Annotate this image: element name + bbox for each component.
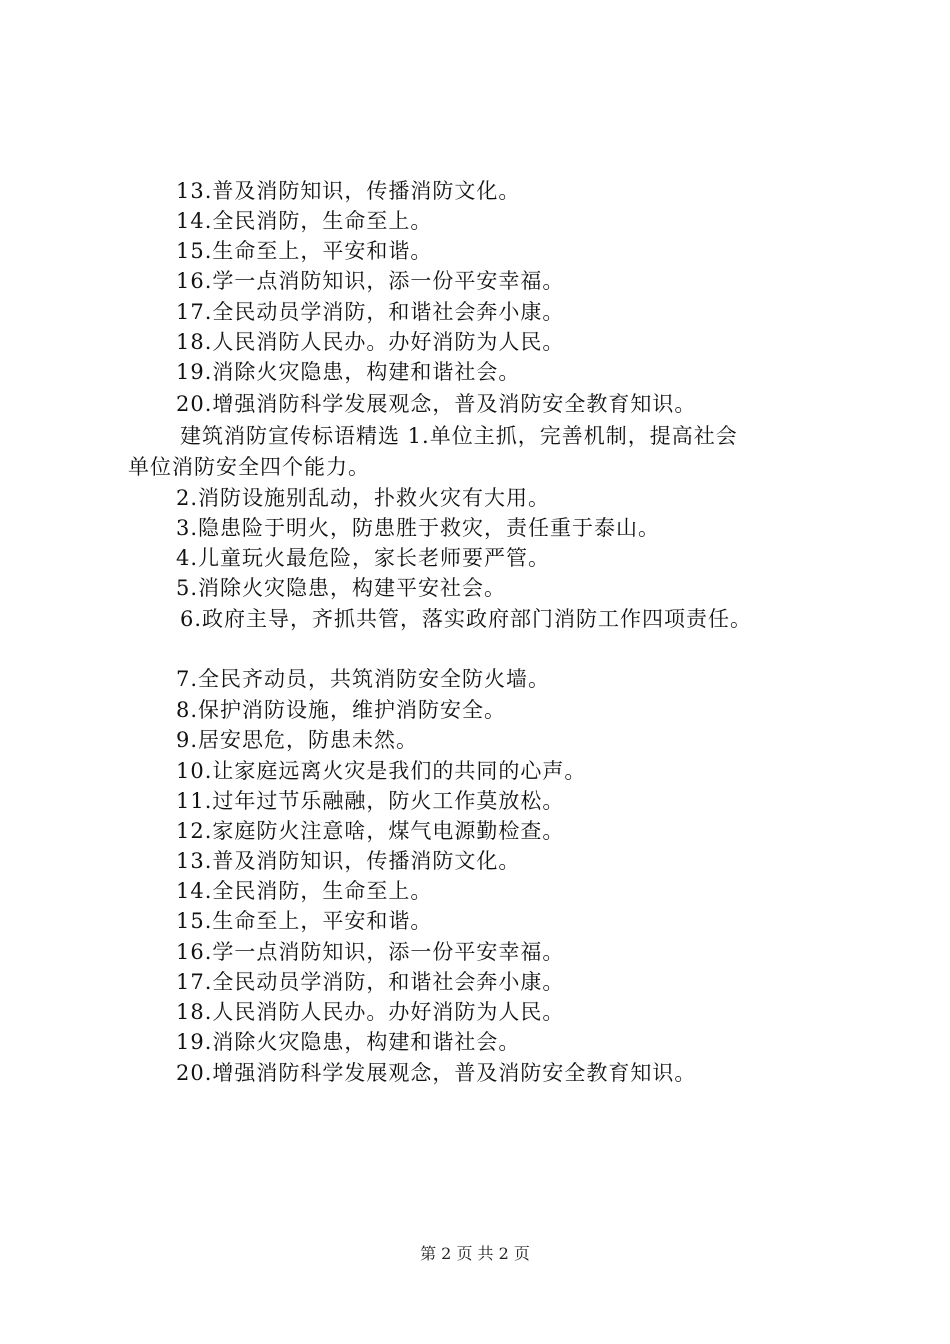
text-line: 18.人民消防人民办。办好消防为人民。: [176, 330, 565, 354]
text-line: 20.增强消防科学发展观念，普及消防安全教育知识。: [176, 392, 697, 416]
text-line: 14.全民消防，生命至上。: [176, 209, 433, 233]
text-line: 16.学一点消防知识，添一份平安幸福。: [176, 269, 565, 293]
text-line: 6.政府主导，齐抓共管，落实政府部门消防工作四项责任。: [180, 607, 753, 631]
section-heading: 建筑消防宣传标语精选 1.单位主抓，完善机制，提高社会: [180, 424, 738, 448]
text-line: 3.隐患险于明火，防患胜于救灾，责任重于泰山。: [176, 516, 661, 540]
text-line: 17.全民动员学消防，和谐社会奔小康。: [176, 300, 565, 324]
text-line: 19.消除火灾隐患，构建和谐社会。: [176, 360, 521, 384]
text-line: 5.消除火灾隐患，构建平安社会。: [176, 576, 507, 600]
text-line: 16.学一点消防知识，添一份平安幸福。: [176, 940, 565, 964]
text-line: 17.全民动员学消防，和谐社会奔小康。: [176, 970, 565, 994]
text-line: 15.生命至上，平安和谐。: [176, 239, 433, 263]
text-line: 19.消除火灾隐患，构建和谐社会。: [176, 1030, 521, 1054]
text-line: 4.儿童玩火最危险，家长老师要严管。: [176, 546, 551, 570]
text-line: 2.消防设施别乱动，扑救火灾有大用。: [176, 486, 551, 510]
text-line: 13.普及消防知识，传播消防文化。: [176, 179, 521, 203]
text-line: 单位消防安全四个能力。: [128, 455, 370, 479]
text-line: 14.全民消防，生命至上。: [176, 879, 433, 903]
text-line: 20.增强消防科学发展观念，普及消防安全教育知识。: [176, 1061, 697, 1085]
text-line: 12.家庭防火注意啥，煤气电源勤检查。: [176, 819, 565, 843]
text-line: 8.保护消防设施，维护消防安全。: [176, 698, 507, 722]
text-line: 18.人民消防人民办。办好消防为人民。: [176, 1000, 565, 1024]
text-line: 13.普及消防知识，传播消防文化。: [176, 849, 521, 873]
text-line: 7.全民齐动员，共筑消防安全防火墙。: [176, 667, 551, 691]
page-number-footer: 第 2 页 共 2 页: [420, 1244, 530, 1263]
text-line: 11.过年过节乐融融，防火工作莫放松。: [176, 789, 565, 813]
text-line: 10.让家庭远离火灾是我们的共同的心声。: [176, 759, 587, 783]
text-line: 9.居安思危，防患未然。: [176, 728, 419, 752]
text-line: 15.生命至上，平安和谐。: [176, 909, 433, 933]
